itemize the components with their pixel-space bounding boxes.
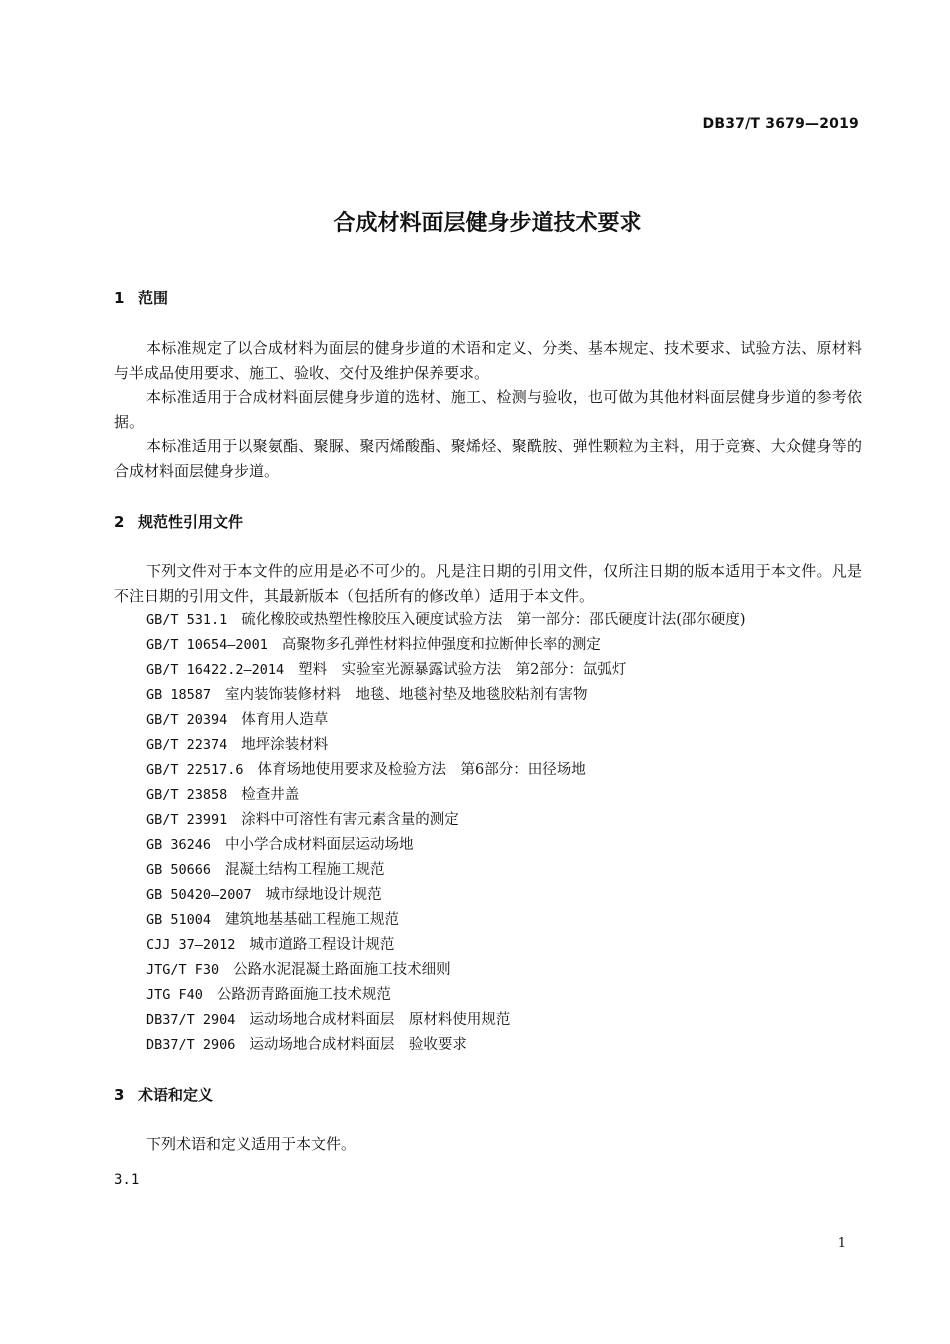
reference-item xyxy=(146,908,746,933)
section-3-heading xyxy=(114,1084,213,1105)
reference-item xyxy=(146,683,746,708)
reference-code: GB/T 23991 xyxy=(146,812,228,828)
section-2-heading xyxy=(114,511,243,532)
reference-code: GB 50666 xyxy=(146,862,212,878)
reference-title: 塑料 实验室光源暴露试验方法 第2部分：氙弧灯 xyxy=(298,662,627,678)
normative-reference-list xyxy=(146,608,746,1058)
section-1-paragraph-2: 本标准适用于合成材料面层健身步道的选材、施工、检测与验收，也可做为其他材料面层健身步道的参考依据。 xyxy=(114,388,862,431)
reference-code: GB 51004 xyxy=(146,912,212,928)
reference-code: GB 36246 xyxy=(146,837,212,853)
reference-item xyxy=(146,1008,746,1033)
reference-title: 公路沥青路面施工技术规范 xyxy=(216,987,391,1003)
section-1-paragraph-3: 本标准适用于以聚氨酯、聚脲、聚丙烯酸酯、聚烯烃、聚酰胺、弹性颗粒为主料，用于竞赛、大众健身等的合成材料面层健身步道。 xyxy=(114,437,862,480)
reference-item xyxy=(146,983,746,1008)
reference-code: GB/T 22374 xyxy=(146,737,228,753)
reference-code: JTG/T F30 xyxy=(146,962,220,978)
clause-number: 3.1 xyxy=(114,1172,140,1188)
section-2-intro: 下列文件对于本文件的应用是必不可少的。凡是注日期的引用文件，仅所注日期的版本适用于本文件。凡是不注日期的引用文件，其最新版本（包括所有的修改单）适用于本文件。 xyxy=(114,562,862,605)
reference-title: 城市绿地设计规范 xyxy=(265,887,382,903)
section-1-title: 范围 xyxy=(138,289,169,307)
reference-code: DB37/T 2904 xyxy=(146,1012,236,1028)
reference-item xyxy=(146,608,746,633)
reference-title: 城市道路工程设计规范 xyxy=(249,937,395,953)
reference-item xyxy=(146,758,746,783)
section-3-title: 术语和定义 xyxy=(138,1086,214,1104)
reference-title: 室内装饰装修材料 地毯、地毯衬垫及地毯胶粘剂有害物 xyxy=(225,687,588,703)
reference-code: GB/T 16422.2—2014 xyxy=(146,662,285,678)
reference-item xyxy=(146,733,746,758)
reference-title: 涂料中可溶性有害元素含量的测定 xyxy=(241,812,459,828)
reference-title: 高聚物多孔弹性材料拉伸强度和拉断伸长率的测定 xyxy=(281,637,601,653)
reference-item xyxy=(146,933,746,958)
reference-item xyxy=(146,633,746,658)
reference-item xyxy=(146,783,746,808)
reference-title: 公路水泥混凝土路面施工技术细则 xyxy=(233,962,451,978)
section-3-intro: 下列术语和定义适用于本文件。 xyxy=(146,1135,357,1153)
reference-code: GB/T 20394 xyxy=(146,712,228,728)
reference-code: DB37/T 2906 xyxy=(146,1037,236,1053)
reference-code: GB/T 531.1 xyxy=(146,612,228,628)
reference-item xyxy=(146,958,746,983)
reference-title: 硫化橡胶或热塑性橡胶压入硬度试验方法 第一部分：邵氏硬度计法(邵尔硬度) xyxy=(241,612,746,628)
standard-code: DB37/T 3679—2019 xyxy=(702,116,859,132)
section-1-number: 1 xyxy=(114,289,125,307)
reference-item xyxy=(146,833,746,858)
reference-code: GB 18587 xyxy=(146,687,212,703)
reference-code: JTG F40 xyxy=(146,987,203,1003)
reference-item xyxy=(146,658,746,683)
reference-title: 检查井盖 xyxy=(241,787,300,803)
reference-item xyxy=(146,858,746,883)
section-2-number: 2 xyxy=(114,513,125,531)
reference-code: CJJ 37—2012 xyxy=(146,937,236,953)
reference-title: 地坪涂装材料 xyxy=(241,737,329,753)
section-3-number: 3 xyxy=(114,1086,125,1104)
reference-item xyxy=(146,708,746,733)
reference-code: GB/T 22517.6 xyxy=(146,762,244,778)
reference-title: 中小学合成材料面层运动场地 xyxy=(225,837,414,853)
reference-code: GB/T 10654—2001 xyxy=(146,637,268,653)
reference-title: 建筑地基基础工程施工规范 xyxy=(225,912,400,928)
reference-title: 运动场地合成材料面层 验收要求 xyxy=(249,1037,467,1053)
reference-code: GB 50420—2007 xyxy=(146,887,252,903)
reference-title: 体育用人造草 xyxy=(241,712,329,728)
reference-item xyxy=(146,883,746,908)
document-title: 合成材料面层健身步道技术要求 xyxy=(333,211,642,236)
page-number: 1 xyxy=(837,1236,846,1251)
reference-title: 运动场地合成材料面层 原材料使用规范 xyxy=(249,1012,511,1028)
section-1-paragraph-1: 本标准规定了以合成材料为面层的健身步道的术语和定义、分类、基本规定、技术要求、试验方法、原材料与半成品使用要求、施工、验收、交付及维护保养要求。 xyxy=(114,339,862,382)
reference-code: GB/T 23858 xyxy=(146,787,228,803)
reference-title: 混凝土结构工程施工规范 xyxy=(225,862,385,878)
section-2-title: 规范性引用文件 xyxy=(138,513,244,531)
reference-title: 体育场地使用要求及检验方法 第6部分：田径场地 xyxy=(257,762,586,778)
reference-item xyxy=(146,808,746,833)
section-1-heading xyxy=(114,287,168,308)
reference-item xyxy=(146,1033,746,1058)
